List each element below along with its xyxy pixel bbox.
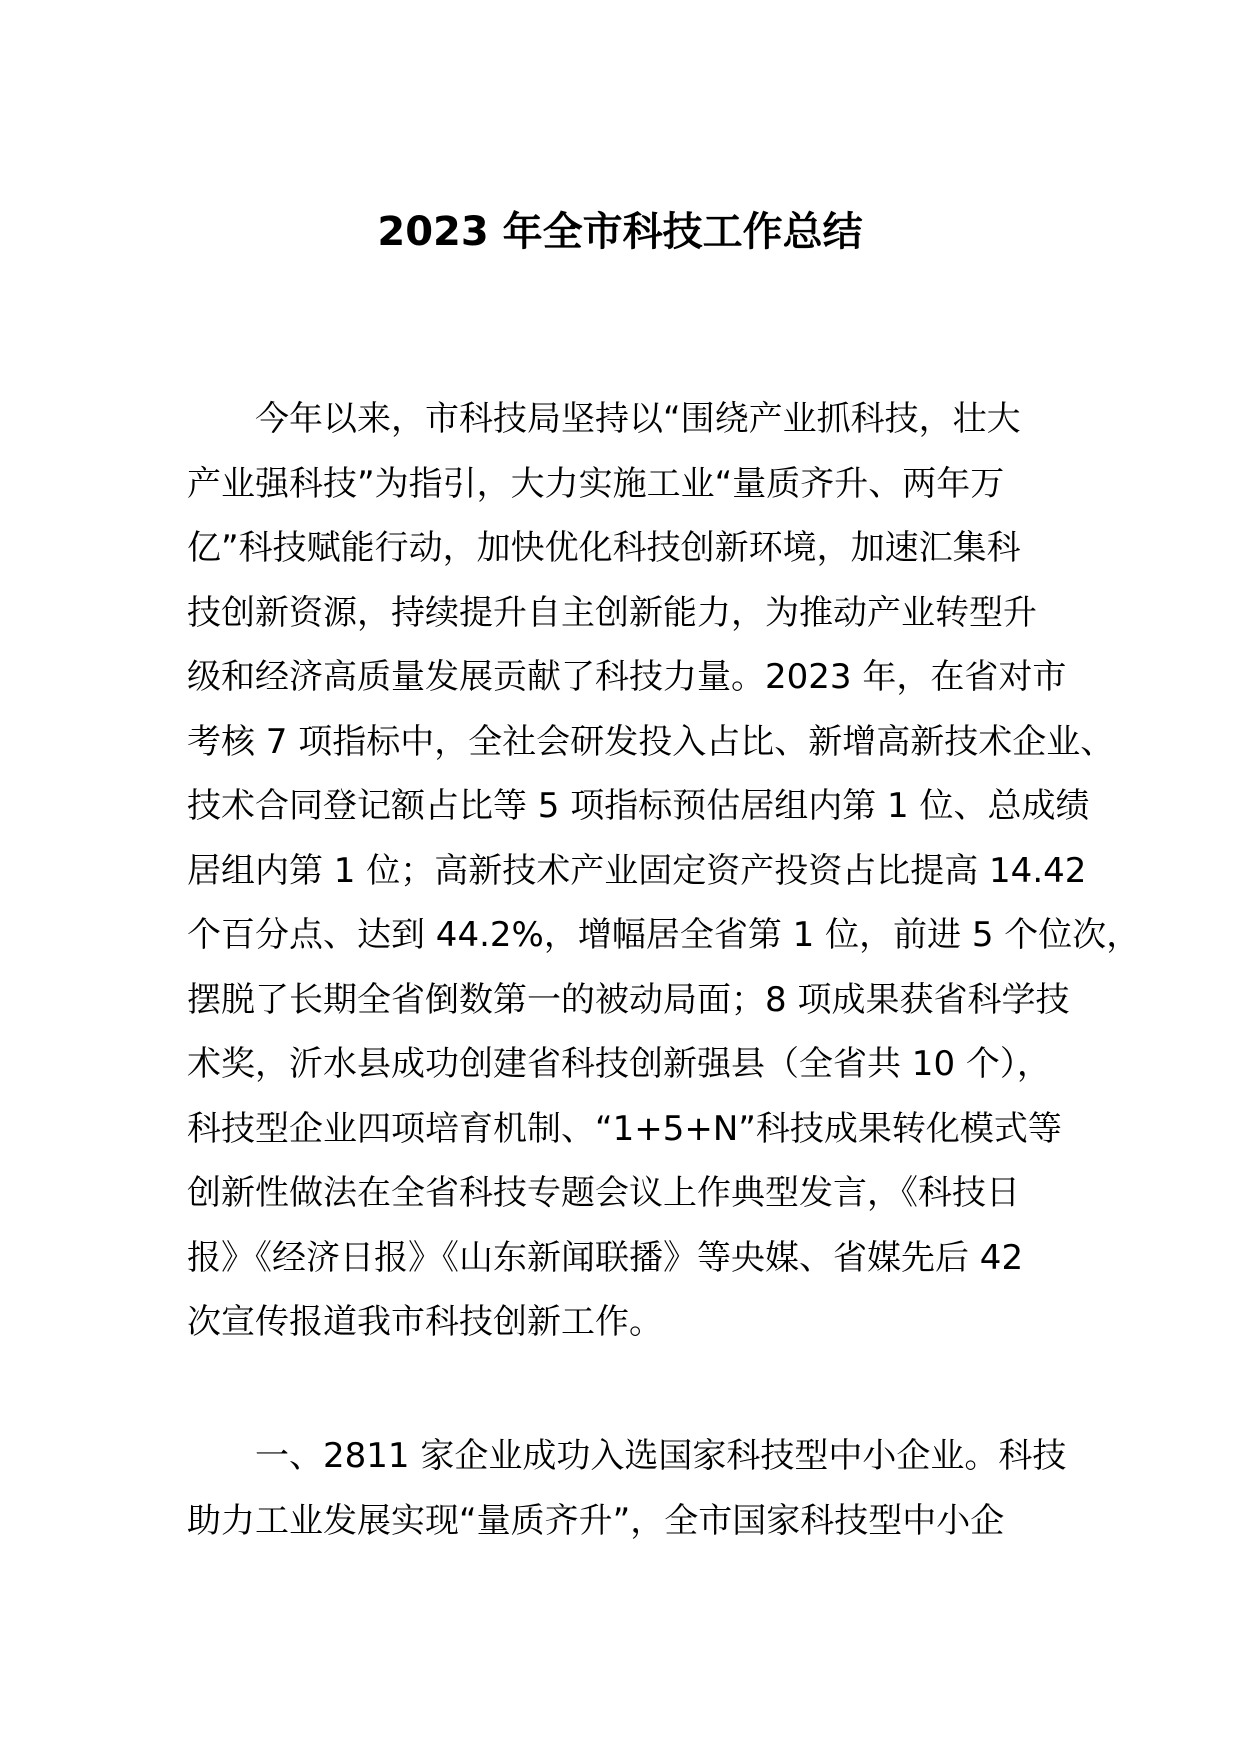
paragraph-intro (187, 387, 1141, 1355)
document-title: 2023 年全市科技工作总结 (377, 209, 863, 255)
paragraph-line: 摆脱了长期全省倒数第一的被动局面；8 项成果获省科学技 (187, 979, 1070, 1020)
paragraph-line: 一、2811 家企业成功入选国家科技型中小企业。科技 (255, 1436, 1067, 1476)
paragraph-line: 次宣传报道我市科技创新工作。 (187, 1302, 663, 1342)
paragraph-line: 今年以来，市科技局坚持以“围绕产业抓科技，壮大 (255, 399, 1021, 439)
paragraph-section-one (187, 1424, 1067, 1553)
paragraph-line: 个百分点、达到 44.2%，增幅居全省第 1 位，前进 5 个位次， (187, 915, 1141, 955)
paragraph-line: 技创新资源，持续提升自主创新能力，为推动产业转型升 (187, 592, 1037, 633)
paragraph-line: 科技型企业四项培育机制、“1+5+N”科技成果转化模式等 (187, 1108, 1062, 1149)
paragraph-line: 考核 7 项指标中，全社会研发投入占比、新增高新技术企业、 (187, 721, 1115, 762)
paragraph-line: 创新性做法在全省科技专题会议上作典型发言，《科技日 (187, 1173, 1020, 1213)
paragraph-line: 亿”科技赋能行动，加快优化科技创新环境，加速汇集科 (187, 528, 1021, 568)
paragraph-line: 居组内第 1 位；高新技术产业固定资产投资占比提高 14.42 (187, 850, 1087, 891)
paragraph-line: 产业强科技”为指引，大力实施工业“量质齐升、两年万 (187, 463, 1005, 504)
paragraph-line: 技术合同登记额占比等 5 项指标预估居组内第 1 位、总成绩 (187, 786, 1090, 826)
paragraph-line: 术奖，沂水县成功创建省科技创新强县（全省共 10 个）， (187, 1044, 1051, 1084)
paragraph-line: 级和经济高质量发展贡献了科技力量。2023 年，在省对市 (187, 657, 1067, 697)
paragraph-line: 助力工业发展实现“量质齐升”，全市国家科技型中小企 (187, 1500, 1005, 1541)
paragraph-line: 报》《经济日报》《山东新闻联播》等央媒、省媒先后 42 (187, 1237, 1024, 1278)
